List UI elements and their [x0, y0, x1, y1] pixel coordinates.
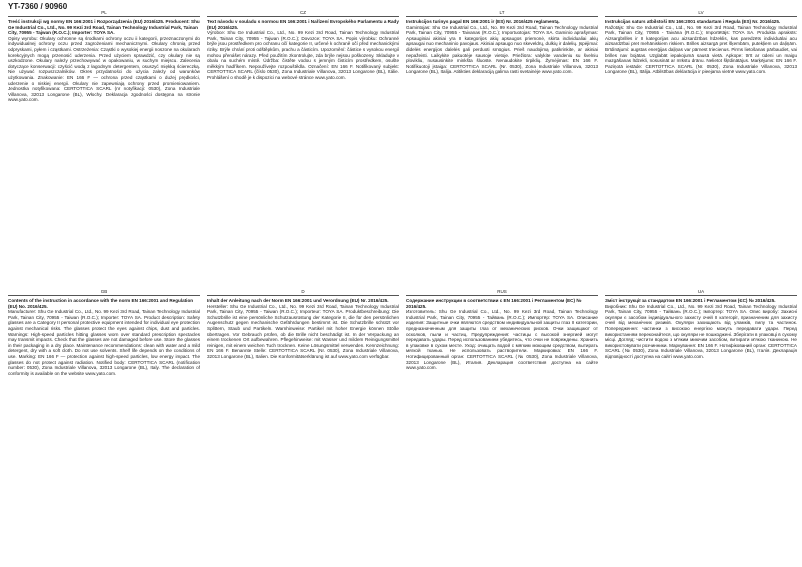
section-body: Výrobce: Shu Ge Industrial Co., Ltd., No. 99 Kezi 3rd Road, Tainan Technology Industrial Park, Tainan City, 70955 - Tajwan (R.O.C.); Dovozce: TOYA SA. Popis výrobku: Ochranné brýle jsou prostředkem pro ochranu očí kategorie II, určené k ochraně očí před mechanickými riziky. Brýle chrání proti odštěpkům, prachu a částicím. Upozornění: částice s vysokou energií mohou přenášet nárazy. Před použitím zkontrolujte, zda brýle nejsou poškozeny. Skladujte v obalu na suchém místě. Údržba: čistěte vodou s jemným čisticím prostředkem, osušte měkkým hadříkem. Nepoužívejte rozpouštědla. Označení: EN 166 F. Notifikovaný subjekt: CERTOTTICA SCARL (číslo 0530), Zona Industriale Villanova, 32013 Longarone (BL), Itálie. Prohlášení o shodě je k dispozici na webové stránce www.yato.com. [207, 30, 399, 80]
language-code: LV [605, 10, 797, 17]
section-gb [8, 289, 200, 561]
section-body: Gamintojas: Shu Ge Industrial Co., Ltd., No. 99 Kezi 3rd Road, Tainan Technology Industrial Park, Tainan City, 70955 - Taivanas (R.O.C.); Importuotojas: TOYA SA. Gaminio aprašymas: Apsauginiai akiniai yra II kategorijos akių apsaugos priemonė, skirta individualiai akių apsaugai nuo mechaninio pavojaus. Akiniai apsaugo nuo skeveldrų, dulkių ir dalelių. Įspėjimai: didelės energijos dalelės gali perduoti smūgius. Prieš naudojimą patikrinkite, ar akiniai nepažeisti. Laikykite pakuotėje sausoje vietoje. Priežiūra: valykite vandeniu su švelniu plovikliu, nusausinkite minkšta šluoste. Nenaudokite tirpiklių. Žymėjimas: EN 166 F. Notifikuotoji įstaiga: CERTOTTICA SCARL (Nr. 0530), Zona Industriale Villanova, 32013 Longarone (BL), Italija. Atitikties deklaraciją galima rasti svetainėje www.yato.com. [406, 24, 598, 75]
language-code: RUS [406, 289, 598, 296]
page-title: YT-7360 / 90960 [8, 2, 68, 11]
section-body: Виробник: Shu Ge Industrial Co., Ltd., No. 99 Kezi 3rd Road, Tainan Technology Industrial Park, Tainan City, 70955 - Тайвань (R.O.C.); Імпортер: TOYA SA. Опис виробу: Захисні окуляри є засобом індивідуального захисту очей II категорії, призначеним для захисту очей від механічних ризиків. Окуляри захищають від уламків, пилу та частинок. Попередження: частинки з високою енергією можуть передавати удари. Перед використанням переконайтеся, що окуляри не пошкоджені. Зберігати в упаковці в сухому місці. Догляд: чистити водою з м'яким миючим засобом, витирати м'якою тканиною. Не використовувати розчинники. Маркування: EN 166 F. Нотифікований орган: CERTOTTICA SCARL (№ 0530), Zona Industriale Villanova, 32013 Longarone (BL), Італія. Декларація відповідності доступна на сайті www.yato.com. [605, 303, 797, 359]
language-code: LT [406, 10, 598, 17]
section-heading: Text návodu v souladu s normou EN 166:2001 i Nařízení Evropského Parlamentu a Rady (EU) 2016/425. [207, 19, 399, 30]
section-heading: Inhalt der Anleitung nach der Norm EN 166:2001 und Verordnung (EU) Nr. 2016/425. [207, 298, 389, 303]
language-code: PL [8, 10, 200, 17]
section-heading: Treść instrukcji wg normy EN 166:2001 i Rozporządzenia (EU) 2016/425. Producent: Shu Ge Industrial Co., Ltd., No. 99 Kezi 3rd Road, Tainan Technology Industrial Park, Tainan City, 70955 - Tajwan (R.O.C.); Importer: TOYA SA. [8, 19, 200, 36]
language-code: CZ [207, 10, 399, 17]
section-body: Изготовитель: Shu Ge Industrial Co., Ltd., No. 99 Kezi 3rd Road, Tainan Technology Industrial Park, Tainan City, 70955 - Тайвань (R.O.C.); Импортёр: TOYA SA. Описание изделия: Защитные очки являются средством индивидуальной защиты глаз II категории, предназначенным для защиты глаз от механических рисков. Очки защищают от осколков, пыли и частиц. Предупреждения: частицы с высокой энергией могут передавать удары. Перед использованием убедитесь, что очки не повреждены. Хранить в упаковке в сухом месте. Уход: очищать водой с мягким моющим средством, вытирать мягкой тканью. Не использовать растворители. Маркировка: EN 166 F. Нотифицированный орган: CERTOTTICA SCARL (№ 0530), Zona Industriale Villanova, 32013 Longarone (BL), Италия. Декларация соответствия доступна на сайте www.yato.com. [406, 309, 598, 371]
section-heading: Contents of the instruction in accordance with the norm EN 166:2001 and Regulation (EU) No. 2016/425. [8, 298, 194, 309]
section-body: Opisy wyrobu: Okulary ochronne są środkami ochrony oczu ii kategorii, przeznaczonymi do indywidualnej ochrony oczu przed zagrożeniami mechanicznymi. Okulary chronią przed odpryskami, pyłem i cząstkami. Ostrzeżenia: Cząstki o wysokiej energii noszone na okularach korekcyjnych mogą przenosić uderzenia. Przed użyciem sprawdzić, czy okulary nie są uszkodzone. Okulary należy przechowywać w opakowaniu, w suchym miejscu. Zalecenia dotyczące konserwacji: czyścić wodą z łagodnym detergentem, osuszyć miękką ściereczką. Nie używać rozpuszczalników. Okres przydatności do użycia zależy od warunków użytkowania. Znakowanie: EN 166 F — ochrona przed cząstkami o dużej prędkości, uderzenie o niskiej energii. Okulary nie zapewniają ochrony przed promieniowaniem. Jednostka notyfikowana: CERTOTTICA SCARL (nr notyfikacji: 0530), Zona Industriale Villanova, 32013 Longarone (BL), Włochy. Deklaracja zgodności dostępna na stronie www.yato.com. [8, 35, 200, 103]
section-rus [406, 289, 598, 561]
language-code: GB [8, 289, 200, 296]
section-lt [406, 10, 598, 275]
section-body: Hersteller: Shu Ge Industrial Co., Ltd., No. 99 Kezi 3rd Road, Tainan Technology Industrial Park, Tainan City, 70955 - Taiwan (R.O.C.); Importeur: TOYA SA. Produktbeschreibung: Die Schutzbrille ist eine persönliche Schutzausrüstung der Kategorie II, die für den persönlichen Augenschutz gegen mechanische Gefährdungen bestimmt ist. Die Schutzbrille schützt vor Splittern, Staub und Partikeln. Warnhinweise: Partikel mit hoher Energie können Stöße übertragen. Vor Gebrauch prüfen, ob die Brille nicht beschädigt ist. In der Verpackung an einem trockenen Ort aufbewahren. Pflegehinweise: mit Wasser und mildem Reinigungsmittel reinigen, mit einem weichen Tuch trocknen. Keine Lösungsmittel verwenden. Kennzeichnung: EN 166 F. Benannte Stelle: CERTOTTICA SCARL (Nr. 0530), Zona Industriale Villanova, 32013 Longarone (BL), Italien. Die Konformitätserklärung ist auf www.yato.com verfügbar. [207, 303, 399, 359]
section-body: Manufacturer: Shu Ge Industrial Co., Ltd., No. 99 Kezi 3rd Road, Tainan Technology Industrial Park, Tainan City, 70955 - Taiwan (R.O.C.); Importer: TOYA SA. Product description: Safety glasses are a Category II personal protective equipment intended for individual eye protection against mechanical risks. The glasses protect the eyes against chips, dust and particles. Warnings: High-speed particles hitting glasses worn over standard prescription spectacles may transmit impacts. Check that the glasses are not damaged before use. Store the glasses in their packaging in a dry place. Maintenance recommendations: clean with water and a mild detergent, dry with a soft cloth. Do not use solvents. Shelf life depends on the conditions of use. Marking: EN 166 F — protection against high-speed particles, low energy impact. The glasses do not protect against radiation. Notified body: CERTOTTICA SCARL (notification number: 0530), Zona Industriale Villanova, 32013 Longarone (BL), Italy. The declaration of conformity is available on the website www.yato.com. [8, 309, 200, 376]
section-ua [605, 289, 797, 561]
section-body: Ražotājs: Shu Ge Industrial Co., Ltd., No. 99 Kezi 3rd Road, Tainan Technology Industrial Park, Tainan City, 70955 - Taivāna (R.O.C.); Importētājs: TOYA SA. Produkta apraksts: Aizsargbrilles ir II kategorijas acu aizsardzības līdzeklis, kas paredzēts individuālai acu aizsardzībai pret mehāniskiem riskiem. Brilles aizsargā pret šķembām, putekļiem un daļiņām. Brīdinājumi: augstas enerģijas daļiņas var pārnest triecienus. Pirms lietošanas pārbaudiet, vai brilles nav bojātas. Uzglabāt iepakojumā sausā vietā. Apkope: tīrīt ar ūdeni un maigu mazgāšanas līdzekli, nosusināt ar mīkstu drānu. Nelietot šķīdinātājus. Marķējums: EN 166 F. Paziņotā iestāde: CERTOTTICA SCARL (Nr. 0530), Zona Industriale Villanova, 32013 Longarone (BL), Itālija. Atbilstības deklarācija ir pieejama vietnē www.yato.com. [605, 24, 797, 75]
section-heading: Содержание инструкции в соответствии с EN 166:2001 i Регламентом (ЕС) № 2016/425. [406, 298, 582, 309]
language-code: D [207, 289, 399, 296]
section-lv [605, 10, 797, 275]
instruction-grid [8, 10, 796, 562]
language-code: UA [605, 289, 797, 296]
section-heading: Instrukcijas saturs atbilstoši EN 166:2001 standartam i Regula (ES) Nr. 2016/425. [605, 19, 781, 24]
section-d [207, 289, 399, 561]
section-pl [8, 10, 200, 275]
section-cz [207, 10, 399, 275]
section-heading: Instrukcijos turinys pagal EN 166:2001 ir (ES) Nr. 2016/425 reglamentą. [406, 19, 560, 24]
section-heading: Зміст інструкції за стандартом EN 166:2001 і Регламентом (ЄС) № 2016/425. [605, 298, 776, 303]
